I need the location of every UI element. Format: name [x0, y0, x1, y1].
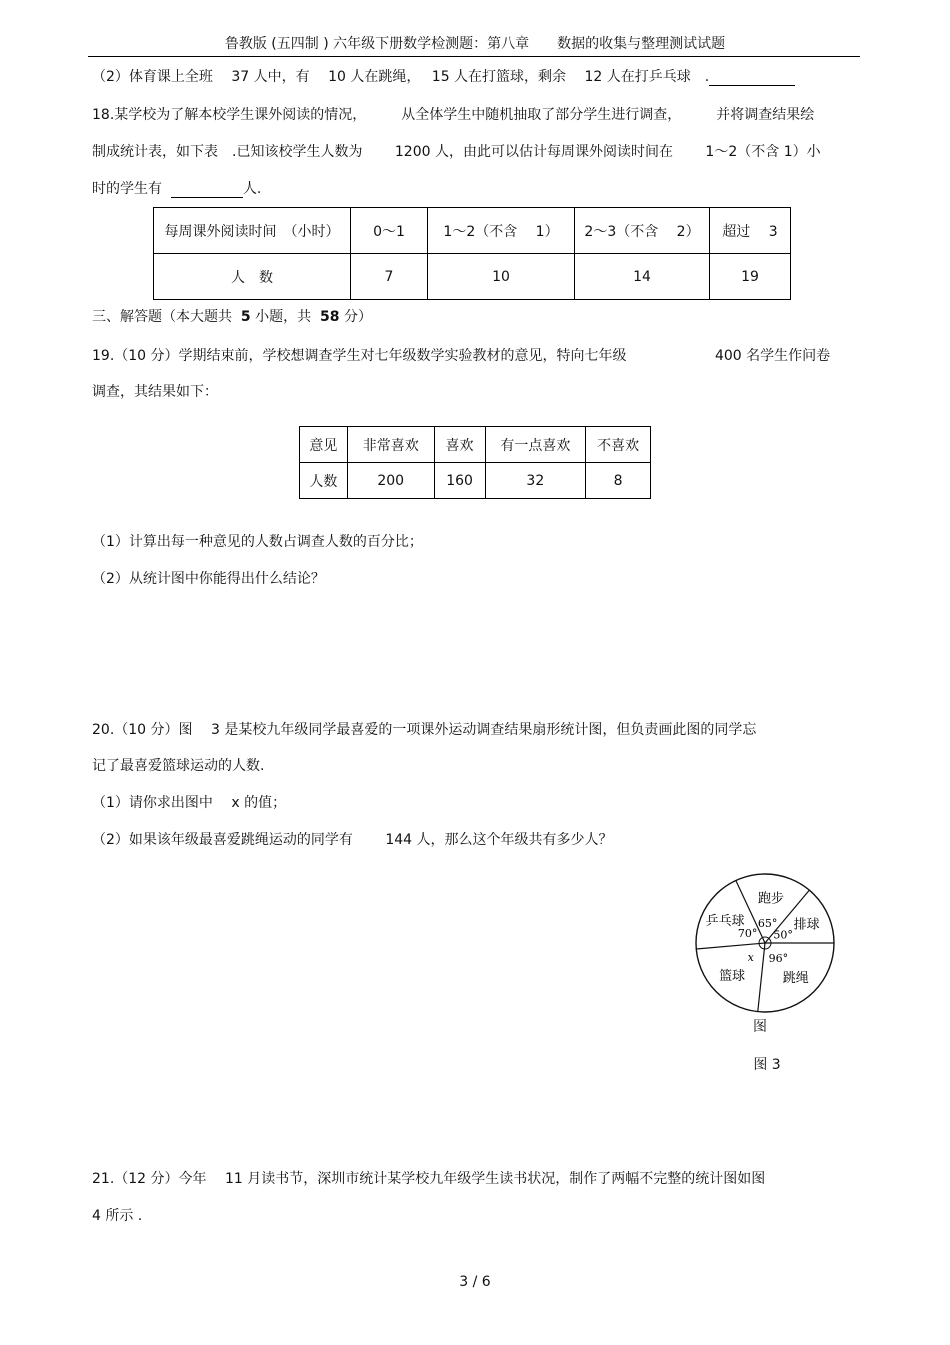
table-header-cell: 有一点喜欢: [485, 427, 586, 463]
pie-slice-boundary: [696, 943, 765, 949]
table-cell: 8: [586, 463, 651, 499]
table-header-cell: 超过 3: [710, 208, 791, 254]
figure-caption-1: 图: [753, 1019, 767, 1035]
pie-slice-label: 跑步: [757, 891, 785, 907]
pie-angle-label: x: [747, 951, 754, 965]
q19-line2: 调查，其结果如下：: [92, 384, 218, 400]
figure-caption-2: 图 3: [753, 1057, 781, 1073]
table-cell: 10: [428, 254, 575, 300]
q20-line1: 20.（10 分）图 3 是某校九年级同学最喜爱的一项课外运动调查结果扇形统计图，但负责画此图的同学忘: [92, 722, 757, 738]
q21-line1: 21.（12 分）今年 11 月读书节，深圳市统计某学校九年级学生读书状况，制作了两幅不完整的统计图如图: [92, 1171, 766, 1187]
table-header-cell: 非常喜欢: [347, 427, 434, 463]
table-header-cell: 喜欢: [434, 427, 485, 463]
page-header: 鲁教版 (五四制 ) 六年级下册数学检测题：第八章 数据的收集与整理测试试题: [224, 36, 726, 52]
opinion-table: [299, 426, 651, 499]
table-cell: 32: [485, 463, 586, 499]
page-number: 3 / 6: [459, 1274, 491, 1290]
q19-line1: 19.（10 分）学期结束前，学校想调查学生对七年级数学实验教材的意见，特向七年级 400 名学生作问卷: [92, 348, 831, 364]
q18-line3-suffix: 人.: [242, 181, 262, 197]
q18-line1: 18.某学校为了解本校学生课外阅读的情况， 从全体学生中随机抽取了部分学生进行调查， 并将调查结果绘: [92, 107, 815, 123]
pie-slice-label: 乒乓球: [705, 914, 745, 929]
q20-sub2: （2）如果该年级最喜爱跳绳运动的同学有 144 人，那么这个年级共有多少人？: [92, 832, 613, 848]
q21-line2: 4 所示 .: [92, 1208, 143, 1224]
table-header-cell: 2～3（不含 2）: [575, 208, 710, 254]
q17-part2: [92, 66, 795, 86]
table-header-cell: 1～2（不含 1）: [428, 208, 575, 254]
q18-line3: [92, 178, 261, 198]
header-divider: [88, 56, 860, 57]
pie-angle-label: 70°: [737, 927, 758, 940]
table-header-cell: 意见: [300, 427, 348, 463]
section-3-text-c: 分）: [343, 309, 372, 325]
table-row: [154, 254, 791, 300]
section-3-text-b: 小题，共: [255, 309, 312, 325]
q17-part2-text: （2）体育课上全班 37 人中，有 10 人在跳绳， 15 人在打篮球，剩余 12 人在打乒乓球 .: [92, 69, 710, 85]
section-3-num-questions: 5: [240, 309, 251, 325]
section-3-total-points: 58: [320, 309, 340, 325]
q18-line3-prefix: 时的学生有: [92, 181, 162, 197]
q19-sub2: （2）从统计图中你能得出什么结论？: [92, 571, 325, 587]
table-cell: 7: [351, 254, 428, 300]
table-header-cell: 0～1: [351, 208, 428, 254]
table-row-label: 人数: [300, 463, 348, 499]
table-row: [300, 463, 651, 499]
pie-angle-label: 96°: [768, 951, 789, 965]
table-row: [300, 427, 651, 463]
section-3-heading: [92, 306, 372, 326]
table-cell: 200: [347, 463, 434, 499]
q20-sub1: （1）请你求出图中 x 的值；: [92, 795, 287, 811]
sports-pie-chart: [690, 868, 840, 1018]
pie-slice-boundary: [758, 943, 765, 1012]
q18-line2: 制成统计表，如下表 .已知该校学生人数为 1200 人，由此可以估计每周课外阅读时间在 1～2（不含 1）小: [92, 144, 821, 160]
table-row: [154, 208, 791, 254]
pie-slice-label: 排球: [793, 917, 820, 933]
table-row-label: 人 数: [154, 254, 351, 300]
table-header-cell: 不喜欢: [586, 427, 651, 463]
section-3-text-a: 三、解答题（本大题共: [92, 309, 232, 325]
q20-line2: 记了最喜爱篮球运动的人数.: [92, 758, 265, 774]
reading-time-table: [153, 207, 791, 300]
q19-sub1: （1）计算出每一种意见的人数占调查人数的百分比；: [92, 534, 423, 550]
pie-angle-label: 50°: [773, 928, 793, 942]
q17-answer-blank: [709, 69, 795, 86]
q18-answer-blank: [171, 181, 243, 198]
pie-slice-label: 跳绳: [782, 971, 809, 987]
table-header-cell: 每周课外阅读时间 （小时）: [154, 208, 351, 254]
table-cell: 14: [575, 254, 710, 300]
table-cell: 160: [434, 463, 485, 499]
pie-slice-label: 篮球: [719, 969, 746, 985]
pie-angle-label: 65°: [757, 917, 778, 931]
table-cell: 19: [710, 254, 791, 300]
